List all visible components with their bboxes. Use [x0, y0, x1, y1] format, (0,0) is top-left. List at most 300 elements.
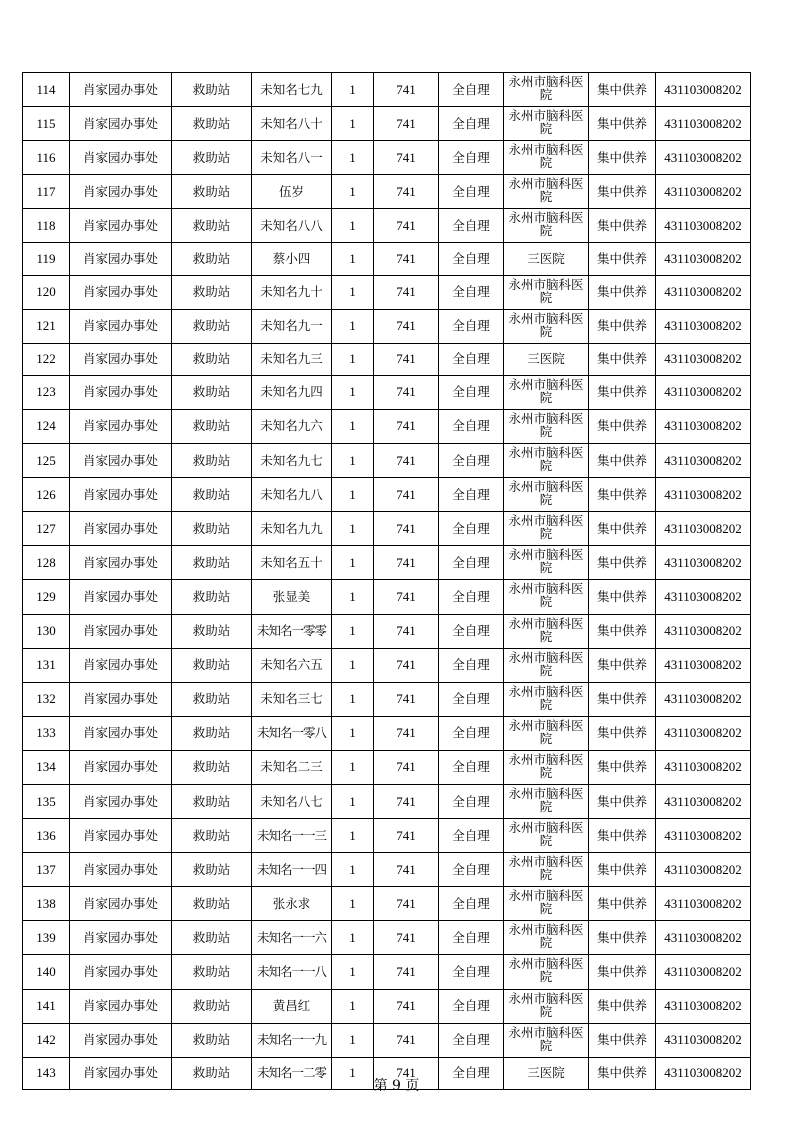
cell-placement: 永州市脑科医院: [504, 750, 589, 784]
cell-amount: 741: [374, 716, 439, 750]
cell-unit: 救助站: [172, 887, 252, 921]
cell-person-name: 未知名八十: [252, 107, 332, 141]
cell-care-level: 全自理: [439, 819, 504, 853]
table-row: [23, 478, 751, 512]
cell-unit: 救助站: [172, 243, 252, 275]
cell-person-name: 黄昌红: [252, 989, 332, 1023]
cell-unit: 救助站: [172, 444, 252, 478]
cell-support-type: 集中供养: [589, 546, 656, 580]
table-row: [23, 243, 751, 275]
cell-area-code: 431103008202: [656, 853, 751, 887]
cell-unit: 救助站: [172, 989, 252, 1023]
cell-placement: 永州市脑科医院: [504, 853, 589, 887]
cell-support-type: 集中供养: [589, 819, 656, 853]
cell-office: 肖家园办事处: [70, 853, 172, 887]
cell-serial-number: 135: [23, 784, 70, 818]
cell-serial-number: 121: [23, 309, 70, 343]
cell-unit: 救助站: [172, 73, 252, 107]
cell-amount: 741: [374, 750, 439, 784]
cell-office: 肖家园办事处: [70, 784, 172, 818]
cell-amount: 741: [374, 1057, 439, 1089]
cell-count: 1: [332, 275, 374, 309]
cell-care-level: 全自理: [439, 989, 504, 1023]
cell-office: 肖家园办事处: [70, 648, 172, 682]
cell-office: 肖家园办事处: [70, 921, 172, 955]
cell-count: 1: [332, 750, 374, 784]
cell-unit: 救助站: [172, 1057, 252, 1089]
table-row: [23, 409, 751, 443]
cell-area-code: 431103008202: [656, 887, 751, 921]
cell-serial-number: 139: [23, 921, 70, 955]
cell-care-level: 全自理: [439, 546, 504, 580]
cell-count: 1: [332, 409, 374, 443]
cell-office: 肖家园办事处: [70, 309, 172, 343]
cell-support-type: 集中供养: [589, 921, 656, 955]
cell-care-level: 全自理: [439, 648, 504, 682]
cell-serial-number: 141: [23, 989, 70, 1023]
cell-area-code: 431103008202: [656, 444, 751, 478]
cell-care-level: 全自理: [439, 1023, 504, 1057]
cell-care-level: 全自理: [439, 478, 504, 512]
cell-area-code: 431103008202: [656, 580, 751, 614]
cell-office: 肖家园办事处: [70, 512, 172, 546]
cell-support-type: 集中供养: [589, 343, 656, 375]
cell-amount: 741: [374, 512, 439, 546]
cell-serial-number: 114: [23, 73, 70, 107]
cell-placement: 永州市脑科医院: [504, 546, 589, 580]
cell-unit: 救助站: [172, 309, 252, 343]
cell-serial-number: 123: [23, 375, 70, 409]
cell-unit: 救助站: [172, 107, 252, 141]
cell-placement: 三医院: [504, 343, 589, 375]
cell-office: 肖家园办事处: [70, 580, 172, 614]
cell-serial-number: 116: [23, 141, 70, 175]
cell-amount: 741: [374, 853, 439, 887]
cell-office: 肖家园办事处: [70, 275, 172, 309]
cell-count: 1: [332, 614, 374, 648]
cell-area-code: 431103008202: [656, 750, 751, 784]
cell-serial-number: 134: [23, 750, 70, 784]
cell-unit: 救助站: [172, 275, 252, 309]
cell-support-type: 集中供养: [589, 478, 656, 512]
cell-area-code: 431103008202: [656, 1023, 751, 1057]
records-table: [22, 72, 751, 1090]
cell-office: 肖家园办事处: [70, 141, 172, 175]
cell-placement: 永州市脑科医院: [504, 209, 589, 243]
cell-placement: 永州市脑科医院: [504, 716, 589, 750]
cell-area-code: 431103008202: [656, 73, 751, 107]
cell-office: 肖家园办事处: [70, 716, 172, 750]
table-row: [23, 750, 751, 784]
cell-amount: 741: [374, 580, 439, 614]
table-row: [23, 209, 751, 243]
cell-person-name: 未知名一一三: [252, 819, 332, 853]
cell-support-type: 集中供养: [589, 784, 656, 818]
cell-area-code: 431103008202: [656, 275, 751, 309]
cell-support-type: 集中供养: [589, 989, 656, 1023]
cell-area-code: 431103008202: [656, 107, 751, 141]
cell-area-code: 431103008202: [656, 614, 751, 648]
cell-amount: 741: [374, 682, 439, 716]
cell-amount: 741: [374, 955, 439, 989]
cell-count: 1: [332, 648, 374, 682]
cell-care-level: 全自理: [439, 141, 504, 175]
cell-area-code: 431103008202: [656, 955, 751, 989]
cell-area-code: 431103008202: [656, 682, 751, 716]
cell-unit: 救助站: [172, 343, 252, 375]
cell-office: 肖家园办事处: [70, 1057, 172, 1089]
cell-area-code: 431103008202: [656, 243, 751, 275]
cell-amount: 741: [374, 819, 439, 853]
cell-person-name: 未知名一零八: [252, 716, 332, 750]
cell-care-level: 全自理: [439, 175, 504, 209]
cell-placement: 永州市脑科医院: [504, 648, 589, 682]
cell-unit: 救助站: [172, 853, 252, 887]
table-row: [23, 73, 751, 107]
cell-placement: 永州市脑科医院: [504, 887, 589, 921]
cell-count: 1: [332, 989, 374, 1023]
cell-person-name: 未知名七九: [252, 73, 332, 107]
cell-count: 1: [332, 853, 374, 887]
cell-person-name: 未知名一一四: [252, 853, 332, 887]
cell-amount: 741: [374, 175, 439, 209]
cell-support-type: 集中供养: [589, 1057, 656, 1089]
cell-support-type: 集中供养: [589, 648, 656, 682]
cell-placement: 永州市脑科医院: [504, 73, 589, 107]
cell-unit: 救助站: [172, 648, 252, 682]
cell-count: 1: [332, 887, 374, 921]
cell-area-code: 431103008202: [656, 648, 751, 682]
cell-placement: 永州市脑科医院: [504, 175, 589, 209]
cell-count: 1: [332, 243, 374, 275]
cell-amount: 741: [374, 409, 439, 443]
table-row: [23, 512, 751, 546]
cell-care-level: 全自理: [439, 107, 504, 141]
table-row: [23, 275, 751, 309]
cell-count: 1: [332, 921, 374, 955]
cell-serial-number: 130: [23, 614, 70, 648]
cell-office: 肖家园办事处: [70, 107, 172, 141]
cell-placement: 永州市脑科医院: [504, 955, 589, 989]
cell-amount: 741: [374, 648, 439, 682]
cell-area-code: 431103008202: [656, 209, 751, 243]
table-row: [23, 546, 751, 580]
cell-count: 1: [332, 444, 374, 478]
cell-office: 肖家园办事处: [70, 682, 172, 716]
cell-count: 1: [332, 73, 374, 107]
cell-unit: 救助站: [172, 580, 252, 614]
cell-placement: 永州市脑科医院: [504, 107, 589, 141]
cell-care-level: 全自理: [439, 309, 504, 343]
table-row: [23, 682, 751, 716]
cell-unit: 救助站: [172, 682, 252, 716]
cell-amount: 741: [374, 243, 439, 275]
table-row: [23, 614, 751, 648]
cell-placement: 永州市脑科医院: [504, 444, 589, 478]
cell-count: 1: [332, 955, 374, 989]
table-row: [23, 309, 751, 343]
cell-placement: 永州市脑科医院: [504, 275, 589, 309]
cell-serial-number: 133: [23, 716, 70, 750]
cell-office: 肖家园办事处: [70, 478, 172, 512]
cell-care-level: 全自理: [439, 716, 504, 750]
cell-person-name: 未知名九四: [252, 375, 332, 409]
cell-amount: 741: [374, 275, 439, 309]
cell-area-code: 431103008202: [656, 546, 751, 580]
cell-care-level: 全自理: [439, 343, 504, 375]
cell-care-level: 全自理: [439, 73, 504, 107]
cell-support-type: 集中供养: [589, 73, 656, 107]
cell-placement: 永州市脑科医院: [504, 141, 589, 175]
cell-serial-number: 124: [23, 409, 70, 443]
cell-amount: 741: [374, 614, 439, 648]
cell-placement: 永州市脑科医院: [504, 784, 589, 818]
cell-support-type: 集中供养: [589, 375, 656, 409]
cell-serial-number: 138: [23, 887, 70, 921]
cell-support-type: 集中供养: [589, 243, 656, 275]
cell-person-name: 张显美: [252, 580, 332, 614]
page-number: 第 9 页: [373, 1078, 420, 1094]
cell-unit: 救助站: [172, 750, 252, 784]
cell-care-level: 全自理: [439, 275, 504, 309]
table-row: [23, 1023, 751, 1057]
cell-count: 1: [332, 209, 374, 243]
cell-support-type: 集中供养: [589, 955, 656, 989]
cell-count: 1: [332, 682, 374, 716]
cell-amount: 741: [374, 1023, 439, 1057]
cell-count: 1: [332, 580, 374, 614]
table-row: [23, 819, 751, 853]
cell-person-name: 未知名五十: [252, 546, 332, 580]
cell-count: 1: [332, 343, 374, 375]
cell-unit: 救助站: [172, 141, 252, 175]
cell-area-code: 431103008202: [656, 175, 751, 209]
cell-area-code: 431103008202: [656, 784, 751, 818]
table-row: [23, 784, 751, 818]
cell-office: 肖家园办事处: [70, 375, 172, 409]
cell-person-name: 未知名八八: [252, 209, 332, 243]
cell-unit: 救助站: [172, 546, 252, 580]
cell-person-name: 张永求: [252, 887, 332, 921]
cell-placement: 永州市脑科医院: [504, 375, 589, 409]
cell-support-type: 集中供养: [589, 887, 656, 921]
cell-care-level: 全自理: [439, 409, 504, 443]
cell-office: 肖家园办事处: [70, 73, 172, 107]
cell-unit: 救助站: [172, 478, 252, 512]
cell-office: 肖家园办事处: [70, 175, 172, 209]
cell-care-level: 全自理: [439, 375, 504, 409]
cell-person-name: 未知名三七: [252, 682, 332, 716]
cell-amount: 741: [374, 546, 439, 580]
cell-placement: 永州市脑科医院: [504, 580, 589, 614]
table-row: [23, 580, 751, 614]
cell-person-name: 蔡小四: [252, 243, 332, 275]
cell-office: 肖家园办事处: [70, 409, 172, 443]
cell-serial-number: 140: [23, 955, 70, 989]
cell-count: 1: [332, 1023, 374, 1057]
cell-person-name: 未知名九三: [252, 343, 332, 375]
table-row: [23, 989, 751, 1023]
cell-care-level: 全自理: [439, 512, 504, 546]
cell-support-type: 集中供养: [589, 141, 656, 175]
cell-count: 1: [332, 819, 374, 853]
cell-count: 1: [332, 141, 374, 175]
cell-amount: 741: [374, 444, 439, 478]
cell-person-name: 未知名九八: [252, 478, 332, 512]
cell-support-type: 集中供养: [589, 614, 656, 648]
cell-care-level: 全自理: [439, 209, 504, 243]
cell-unit: 救助站: [172, 175, 252, 209]
cell-care-level: 全自理: [439, 1057, 504, 1089]
cell-care-level: 全自理: [439, 580, 504, 614]
cell-area-code: 431103008202: [656, 375, 751, 409]
cell-person-name: 未知名九六: [252, 409, 332, 443]
cell-serial-number: 122: [23, 343, 70, 375]
cell-serial-number: 128: [23, 546, 70, 580]
cell-serial-number: 129: [23, 580, 70, 614]
cell-person-name: 未知名二三: [252, 750, 332, 784]
cell-care-level: 全自理: [439, 444, 504, 478]
cell-area-code: 431103008202: [656, 716, 751, 750]
cell-support-type: 集中供养: [589, 1023, 656, 1057]
cell-support-type: 集中供养: [589, 209, 656, 243]
cell-count: 1: [332, 512, 374, 546]
cell-area-code: 431103008202: [656, 819, 751, 853]
cell-amount: 741: [374, 478, 439, 512]
records-table-body: [23, 73, 751, 1090]
cell-person-name: 未知名九十: [252, 275, 332, 309]
cell-office: 肖家园办事处: [70, 1023, 172, 1057]
table-row: [23, 648, 751, 682]
cell-serial-number: 120: [23, 275, 70, 309]
cell-count: 1: [332, 546, 374, 580]
cell-amount: 741: [374, 141, 439, 175]
cell-person-name: 未知名一一六: [252, 921, 332, 955]
cell-count: 1: [332, 784, 374, 818]
cell-office: 肖家园办事处: [70, 819, 172, 853]
cell-serial-number: 137: [23, 853, 70, 887]
cell-unit: 救助站: [172, 409, 252, 443]
cell-area-code: 431103008202: [656, 409, 751, 443]
cell-support-type: 集中供养: [589, 682, 656, 716]
cell-support-type: 集中供养: [589, 580, 656, 614]
cell-support-type: 集中供养: [589, 853, 656, 887]
cell-care-level: 全自理: [439, 614, 504, 648]
cell-unit: 救助站: [172, 512, 252, 546]
cell-placement: 三医院: [504, 243, 589, 275]
table-row: [23, 716, 751, 750]
cell-amount: 741: [374, 309, 439, 343]
cell-area-code: 431103008202: [656, 1057, 751, 1089]
cell-amount: 741: [374, 73, 439, 107]
cell-count: 1: [332, 107, 374, 141]
cell-person-name: 未知名一一九: [252, 1023, 332, 1057]
cell-person-name: 未知名一二零: [252, 1057, 332, 1089]
cell-person-name: 未知名一一八: [252, 955, 332, 989]
cell-count: 1: [332, 1057, 374, 1089]
cell-placement: 永州市脑科医院: [504, 682, 589, 716]
cell-care-level: 全自理: [439, 921, 504, 955]
cell-area-code: 431103008202: [656, 989, 751, 1023]
cell-placement: 永州市脑科医院: [504, 989, 589, 1023]
cell-support-type: 集中供养: [589, 444, 656, 478]
cell-support-type: 集中供养: [589, 107, 656, 141]
cell-serial-number: 132: [23, 682, 70, 716]
cell-area-code: 431103008202: [656, 309, 751, 343]
cell-support-type: 集中供养: [589, 512, 656, 546]
cell-person-name: 未知名九一: [252, 309, 332, 343]
cell-office: 肖家园办事处: [70, 955, 172, 989]
cell-unit: 救助站: [172, 375, 252, 409]
cell-placement: 永州市脑科医院: [504, 819, 589, 853]
cell-placement: 三医院: [504, 1057, 589, 1089]
cell-person-name: 未知名九七: [252, 444, 332, 478]
cell-serial-number: 136: [23, 819, 70, 853]
cell-unit: 救助站: [172, 921, 252, 955]
cell-office: 肖家园办事处: [70, 546, 172, 580]
cell-office: 肖家园办事处: [70, 887, 172, 921]
cell-serial-number: 127: [23, 512, 70, 546]
cell-office: 肖家园办事处: [70, 989, 172, 1023]
cell-area-code: 431103008202: [656, 343, 751, 375]
cell-person-name: 未知名九九: [252, 512, 332, 546]
cell-amount: 741: [374, 375, 439, 409]
cell-care-level: 全自理: [439, 243, 504, 275]
cell-office: 肖家园办事处: [70, 750, 172, 784]
table-row: [23, 921, 751, 955]
cell-amount: 741: [374, 989, 439, 1023]
cell-serial-number: 115: [23, 107, 70, 141]
cell-serial-number: 142: [23, 1023, 70, 1057]
cell-unit: 救助站: [172, 955, 252, 989]
cell-unit: 救助站: [172, 784, 252, 818]
cell-serial-number: 143: [23, 1057, 70, 1089]
table-row: [23, 107, 751, 141]
cell-count: 1: [332, 478, 374, 512]
cell-support-type: 集中供养: [589, 275, 656, 309]
cell-person-name: 未知名八一: [252, 141, 332, 175]
table-row: [23, 853, 751, 887]
cell-care-level: 全自理: [439, 682, 504, 716]
cell-amount: 741: [374, 343, 439, 375]
cell-office: 肖家园办事处: [70, 343, 172, 375]
cell-placement: 永州市脑科医院: [504, 478, 589, 512]
cell-placement: 永州市脑科医院: [504, 309, 589, 343]
cell-unit: 救助站: [172, 209, 252, 243]
cell-amount: 741: [374, 784, 439, 818]
table-row: [23, 141, 751, 175]
cell-amount: 741: [374, 921, 439, 955]
table-row: [23, 175, 751, 209]
cell-care-level: 全自理: [439, 784, 504, 818]
table-row: [23, 343, 751, 375]
cell-support-type: 集中供养: [589, 309, 656, 343]
cell-unit: 救助站: [172, 819, 252, 853]
cell-support-type: 集中供养: [589, 175, 656, 209]
table-row: [23, 955, 751, 989]
cell-person-name: 未知名八七: [252, 784, 332, 818]
cell-serial-number: 125: [23, 444, 70, 478]
cell-count: 1: [332, 716, 374, 750]
cell-placement: 永州市脑科医院: [504, 921, 589, 955]
cell-amount: 741: [374, 107, 439, 141]
cell-count: 1: [332, 375, 374, 409]
cell-serial-number: 118: [23, 209, 70, 243]
cell-support-type: 集中供养: [589, 716, 656, 750]
cell-area-code: 431103008202: [656, 512, 751, 546]
cell-care-level: 全自理: [439, 887, 504, 921]
cell-support-type: 集中供养: [589, 409, 656, 443]
